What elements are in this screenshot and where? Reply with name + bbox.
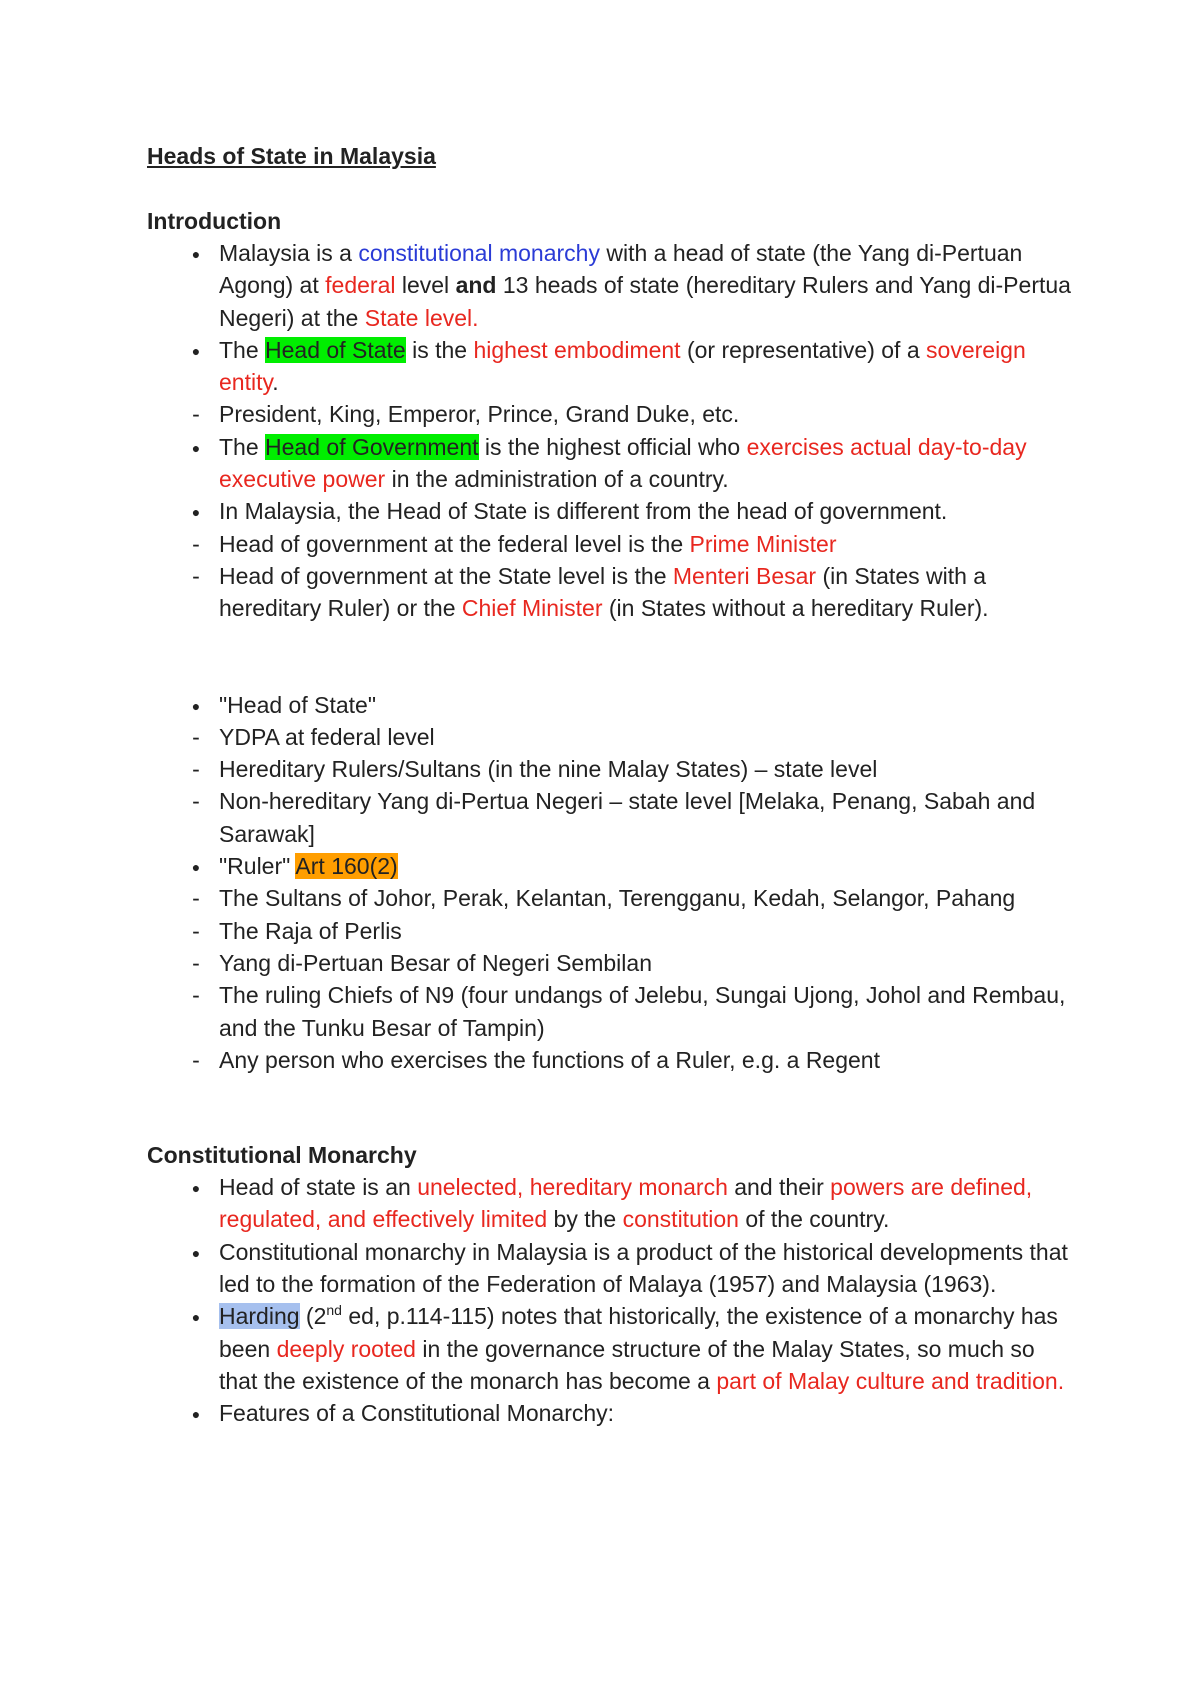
text-run: In Malaysia, the Head of State is different from the head of government.	[219, 498, 948, 525]
text-run: Head of state is an	[219, 1174, 418, 1201]
text-run: "Ruler"	[219, 853, 296, 880]
list-item	[147, 915, 1077, 947]
dash-icon	[187, 753, 205, 785]
text-run: Prime Minister	[689, 530, 837, 557]
list-item	[147, 882, 1077, 914]
bullet-icon	[187, 334, 205, 367]
text-run: deeply rooted	[276, 1335, 416, 1362]
bullet-icon	[187, 1171, 205, 1204]
list-item	[147, 947, 1077, 979]
dash-icon	[187, 882, 205, 914]
list-item	[147, 1397, 1077, 1429]
constitutional-monarchy-list	[147, 1171, 1077, 1429]
bullet-icon	[187, 237, 205, 270]
section-heading-constitutional-monarchy: Constitutional Monarchy	[147, 1142, 417, 1169]
text-run: federal	[325, 272, 396, 299]
text-run: YDPA at federal level	[219, 723, 435, 750]
text-run: President, King, Emperor, Prince, Grand Duke, etc.	[219, 401, 740, 428]
text-run: Features of a Constitutional Monarchy:	[219, 1400, 615, 1427]
dash-icon	[187, 560, 205, 592]
list-item	[147, 753, 1077, 785]
introduction-list	[147, 237, 1077, 625]
text-run: 13 heads of state (hereditary Rulers and Yang di-Pertua Negeri) at the	[219, 272, 1071, 331]
text-run: and	[455, 272, 497, 299]
text-run: part of Malay culture and tradition.	[716, 1367, 1065, 1394]
list-item	[147, 237, 1077, 334]
list-item	[147, 979, 1077, 1044]
text-run: The Sultans of Johor, Perak, Kelantan, Terengganu, Kedah, Selangor, Pahang	[219, 885, 1016, 912]
text-run: Head of government at the State level is the	[219, 562, 673, 589]
list-item	[147, 431, 1077, 496]
text-run: in the administration of a country.	[385, 466, 729, 493]
text-run: The	[219, 433, 266, 460]
dash-icon	[187, 721, 205, 753]
bullet-icon	[187, 1236, 205, 1269]
page-title: Heads of State in Malaysia	[147, 143, 436, 169]
blank-space	[147, 1076, 1077, 1139]
text-run: is the	[405, 336, 474, 363]
list-item	[147, 528, 1077, 560]
text-run: The	[219, 336, 266, 363]
text-run: constitution	[622, 1206, 739, 1233]
text-run: Menteri Besar	[672, 562, 817, 589]
text-run: Chief Minister	[461, 595, 603, 622]
document-page	[147, 140, 1077, 1430]
dash-icon	[187, 915, 205, 947]
list-item	[147, 721, 1077, 753]
text-run: level	[395, 272, 456, 299]
text-run: ed, p.114-115) notes that historically, the existence of a monarchy has been	[219, 1303, 1058, 1362]
text-run: Malaysia is a	[219, 240, 359, 266]
text-run: Head of Government	[265, 433, 479, 460]
text-run: State level.	[364, 304, 479, 331]
text-run: Head of State	[265, 336, 406, 363]
text-run: (in States without a hereditary Ruler).	[602, 595, 989, 622]
bullet-icon	[187, 1300, 205, 1333]
text-run: sovereign entity	[219, 336, 1026, 396]
dash-icon	[187, 528, 205, 560]
text-run: powers are defined, regulated, and effectively limited	[219, 1174, 1033, 1233]
text-run: exercises actual day-to-day executive power	[219, 433, 1027, 493]
text-run: is the highest official who	[478, 433, 747, 460]
text-run: Hereditary Rulers/Sultans (in the nine Malay States) – state level	[219, 756, 878, 783]
list-item	[147, 689, 1077, 721]
text-run: "Head of State"	[219, 691, 376, 718]
dash-icon	[187, 1044, 205, 1076]
bullet-icon	[187, 431, 205, 464]
text-run: The ruling Chiefs of N9 (four undangs of Jelebu, Sungai Ujong, Johol and Rembau, and the Tunku Besar of Tampin)	[219, 982, 1066, 1041]
text-run: Constitutional monarchy in Malaysia is a product of the historical developments that led to the formation of the Federation of Malaya (1957) and Malaysia (1963).	[219, 1238, 1068, 1298]
dash-icon	[187, 398, 205, 430]
list-item	[147, 850, 1077, 882]
list-item	[147, 1300, 1077, 1397]
text-run: (in States with a hereditary Ruler) or the	[219, 562, 987, 622]
list-item	[147, 334, 1077, 399]
list-item	[147, 1171, 1077, 1236]
text-run: unelected, hereditary monarch	[417, 1174, 728, 1201]
dash-icon	[187, 947, 205, 979]
text-run: .	[272, 369, 279, 396]
list-item	[147, 785, 1077, 850]
text-run: constitutional monarchy	[358, 240, 600, 266]
head-of-state-list	[147, 689, 1077, 1077]
text-run: (or representative) of a	[680, 336, 927, 363]
section-heading-introduction: Introduction	[147, 208, 282, 234]
text-run: The Raja of Perlis	[219, 917, 402, 944]
text-run: (2	[299, 1303, 327, 1330]
bullet-icon	[187, 1397, 205, 1430]
text-run: Art 160(2)	[295, 853, 398, 880]
bullet-icon	[187, 850, 205, 883]
list-item	[147, 560, 1077, 625]
text-run: nd	[326, 1302, 342, 1319]
text-run: and their	[727, 1174, 831, 1201]
text-run: Harding	[219, 1303, 300, 1330]
list-item	[147, 495, 1077, 527]
text-run: Non-hereditary Yang di-Pertua Negeri – state level [Melaka, Penang, Sabah and Sarawak]	[219, 788, 1036, 847]
blank-space	[147, 625, 1077, 689]
text-run: in the governance structure of the Malay States, so much so that the existence of the monarch has become a	[219, 1335, 1035, 1394]
list-item	[147, 1236, 1077, 1301]
list-item	[147, 1044, 1077, 1076]
list-item	[147, 398, 1077, 430]
bullet-icon	[187, 689, 205, 722]
text-run: Any person who exercises the functions of a Ruler, e.g. a Regent	[219, 1046, 880, 1073]
dash-icon	[187, 979, 205, 1011]
dash-icon	[187, 785, 205, 817]
text-run: highest embodiment	[473, 336, 681, 363]
text-run: Yang di-Pertuan Besar of Negeri Sembilan	[219, 949, 652, 976]
text-run: of the country.	[738, 1206, 890, 1233]
bullet-icon	[187, 495, 205, 528]
text-run: by the	[547, 1206, 623, 1233]
text-run: Head of government at the federal level is the	[219, 530, 690, 557]
text-run: with a head of state (the Yang di-Pertuan Agong) at	[219, 240, 1023, 299]
